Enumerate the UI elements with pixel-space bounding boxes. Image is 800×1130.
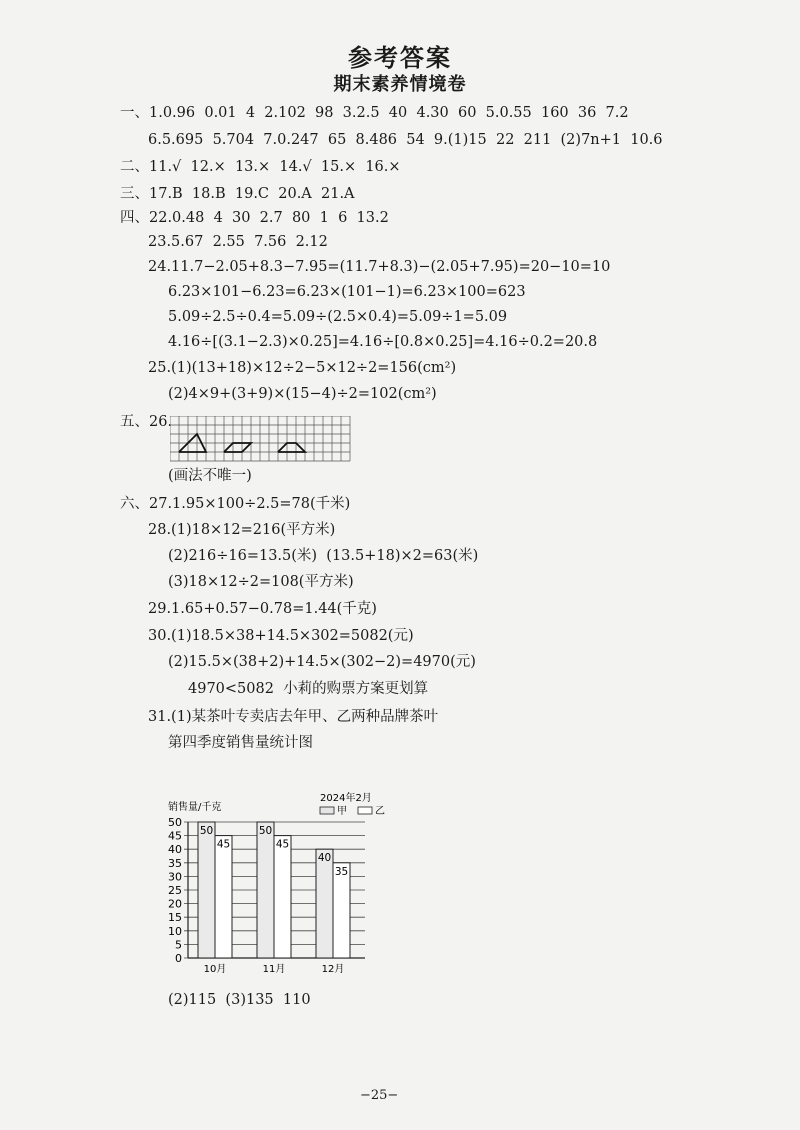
chart-legend (320, 805, 385, 817)
grid-drawing (170, 416, 352, 466)
answer-line-21: (2)15.5×(38+2)+14.5×(302−2)=4970(元) (168, 654, 476, 670)
bar-value-label: 45 (216, 838, 231, 851)
bar-乙-10月 (215, 836, 232, 958)
answer-line-3: 二、11.√ 12.× 13.× 14.√ 15.× 16.× (120, 159, 401, 175)
y-tick-label: 25 (168, 884, 182, 897)
answer-line-8: 6.23×101−6.23=6.23×(101−1)=6.23×100=623 (168, 284, 526, 300)
answer-line-15: 六、27.1.95×100÷2.5=78(千米) (120, 496, 351, 512)
bar-甲-12月 (316, 849, 333, 958)
answer-line-2: 6.5.695 5.704 7.0.247 65 8.486 54 9.(1)15 22 211 (2)7n+1 10.6 (148, 132, 663, 148)
bar-value-label: 45 (275, 838, 290, 851)
y-tick-label: 50 (168, 816, 182, 829)
answer-line-6: 23.5.67 2.55 7.56 2.12 (148, 234, 328, 250)
chart-date: 2024年2月 (320, 793, 372, 804)
x-category-label: 11月 (262, 964, 286, 975)
y-tick-label: 35 (168, 856, 182, 870)
page-subtitle: 期末素养情境卷 (333, 74, 467, 95)
answer-line-25: (2)115 (3)135 110 (168, 992, 311, 1008)
sales-chart (150, 785, 410, 975)
answer-line-1: 一、1.0.96 0.01 4 2.102 98 3.2.5 40 4.30 60 5.0.55 160 36 7.2 (120, 105, 629, 121)
answer-line-22: 4970<5082 小莉的购票方案更划算 (188, 681, 429, 697)
answer-line-23: 31.(1)某茶叶专卖店去年甲、乙两种品牌茶叶 (148, 709, 439, 725)
bar-乙-11月 (274, 836, 291, 958)
chart-ticks (168, 816, 182, 965)
bar-value-label: 35 (334, 865, 349, 878)
answer-line-11: 25.(1)(13+18)×12÷2−5×12÷2=156(cm²) (148, 360, 457, 376)
answer-line-14: (画法不唯一) (168, 468, 252, 484)
bar-value-label: 40 (317, 852, 332, 865)
answer-line-7: 24.11.7−2.05+8.3−7.95=(11.7+8.3)−(2.05+7.95)=20−10=10 (148, 259, 611, 275)
answer-line-19: 29.1.65+0.57−0.78=1.44(千克) (148, 601, 377, 617)
answer-line-20: 30.(1)18.5×38+14.5×302=5082(元) (148, 628, 414, 644)
legend-label-甲: 甲 (337, 806, 347, 817)
parallelogram-shape (224, 443, 251, 452)
y-tick-label: 20 (168, 897, 182, 911)
answer-line-24: 第四季度销售量统计图 (168, 735, 313, 751)
answer-line-5: 四、22.0.48 4 30 2.7 80 1 6 13.2 (120, 210, 389, 226)
y-tick-label: 5 (175, 938, 182, 952)
legend-swatch-乙 (358, 807, 372, 814)
y-tick-label: 45 (168, 829, 182, 843)
answer-line-10: 4.16÷[(3.1−2.3)×0.25]=4.16÷[0.8×0.25]=4.16÷0.2=20.8 (168, 334, 598, 350)
answer-line-13: 五、26. (120, 414, 173, 430)
page-title: 参考答案 (348, 44, 452, 72)
answer-line-18: (3)18×12÷2=108(平方米) (168, 574, 354, 590)
y-tick-label: 15 (168, 911, 182, 925)
y-tick-label: 10 (168, 924, 182, 938)
sales-chart-svg (150, 785, 410, 975)
chart-y-label: 销售量/千克 (168, 802, 222, 813)
bar-甲-10月 (198, 822, 215, 958)
answer-line-16: 28.(1)18×12=216(平方米) (148, 522, 336, 538)
page-number: −25− (360, 1088, 399, 1103)
y-tick-label: 40 (168, 843, 182, 857)
x-category-label: 12月 (321, 964, 345, 975)
bar-value-label: 50 (258, 825, 273, 837)
answer-line-9: 5.09÷2.5÷0.4=5.09÷(2.5×0.4)=5.09÷1=5.09 (168, 309, 508, 325)
bar-value-label: 50 (199, 825, 214, 837)
answer-line-12: (2)4×9+(3+9)×(15−4)÷2=102(cm²) (168, 386, 437, 402)
x-category-label: 10月 (203, 964, 227, 975)
answer-line-17: (2)216÷16=13.5(米) (13.5+18)×2=63(米) (168, 548, 479, 564)
answer-line-4: 三、17.B 18.B 19.C 20.A 21.A (120, 186, 355, 202)
chart-categories (204, 963, 345, 975)
bar-甲-11月 (257, 822, 274, 958)
trapezoid-shape (278, 443, 305, 452)
legend-swatch-甲 (320, 807, 334, 814)
y-tick-label: 30 (168, 870, 182, 884)
y-tick-label: 0 (175, 952, 182, 965)
legend-label-乙: 乙 (375, 806, 385, 817)
